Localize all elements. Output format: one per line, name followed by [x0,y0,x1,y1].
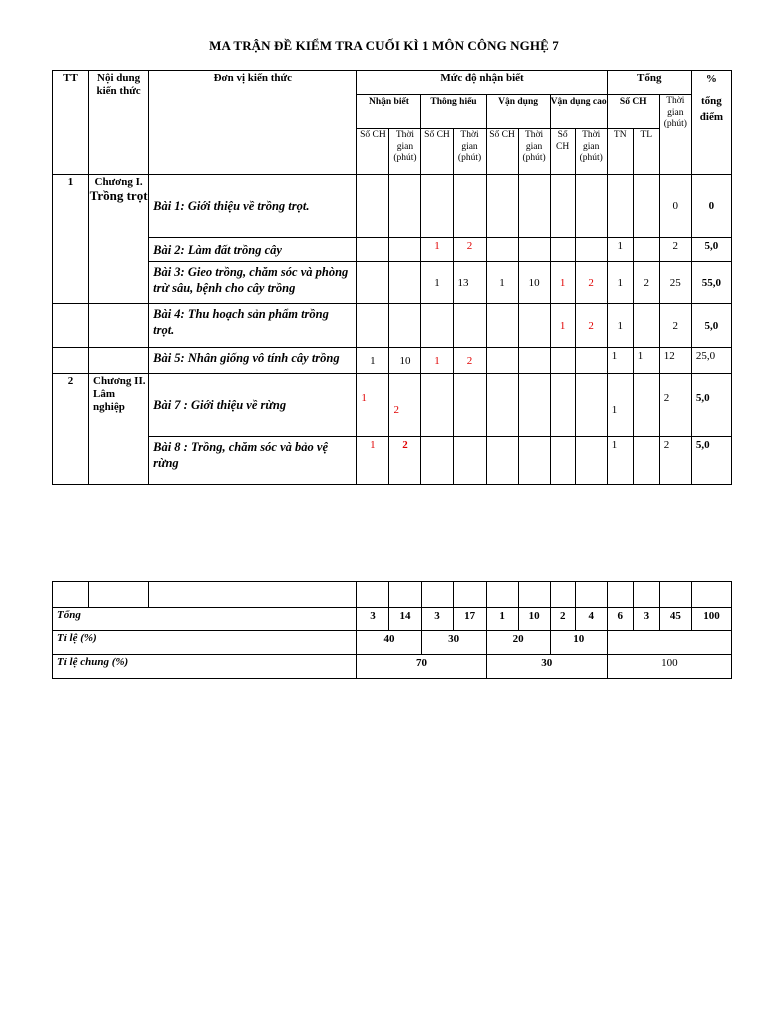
header-level-van-dung-cao: Vận dụng cao [550,95,607,129]
lesson-3-vdc-tg: 2 [575,262,607,304]
table-row [53,238,732,262]
lesson-1-name: Bài 1: Giới thiệu về trồng trọt. [149,175,357,238]
lesson-7-name: Bài 7 : Giới thiệu về rừng [149,374,357,437]
lesson-4-vdc-tg: 2 [575,304,607,348]
summary-ti-le-chung-value: 100 [607,655,731,679]
chapter-1-name-line2: Trồng trọt [89,188,148,203]
lesson-8-nb-ch: 1 [357,437,389,485]
summary-tong-value: 3 [421,608,453,631]
lesson-7-tn: 1 [607,374,633,437]
chapter-1-name [89,175,149,304]
lesson-5-th-tg: 2 [453,348,486,374]
chapter-1-tt: 1 [53,175,89,304]
lesson-3-th-tg: 13 [453,262,486,304]
header-vd-so-ch: Số CH [486,129,518,175]
header-muc-do: Mức độ nhận biết [357,71,607,95]
lesson-5-tn: 1 [607,348,633,374]
summary-tong-value: 14 [389,608,421,631]
header-tong: Tổng [607,71,691,95]
lesson-8-pct: 5,0 [691,437,731,485]
summary-ti-le-label: Tỉ lệ (%) [53,631,357,655]
table-row [53,374,732,437]
header-tn: TN [607,129,633,175]
summary-table [52,581,732,679]
summary-ti-le-chung-label: Tỉ lệ chung (%) [53,655,357,679]
lesson-2-tn: 1 [607,238,633,262]
lesson-7-pct: 5,0 [691,374,731,437]
lesson-1-tg-total: 0 [659,175,691,238]
lesson-7-nb-ch: 1 [357,374,389,437]
header-tl: TL [633,129,659,175]
summary-tong-value: 4 [575,608,607,631]
header-vdc-so-ch: Số CH [550,129,575,175]
lesson-5-th-ch: 1 [421,348,453,374]
header-level-van-dung: Vận dụng [486,95,550,129]
summary-ti-le-chung-value: 70 [357,655,486,679]
summary-tong-value: 100 [691,608,731,631]
lesson-3-vd-tg: 10 [518,262,550,304]
summary-tong-value: 1 [486,608,518,631]
lesson-5-nb-tg: 10 [389,348,421,374]
lesson-3-vdc-ch: 1 [550,262,575,304]
lesson-8-nb-tg: 2 [389,437,421,485]
summary-ti-le-value: 20 [486,631,550,655]
header-vd-thoi-gian: Thời gian (phút) [518,129,550,175]
summary-ti-le-value: 30 [421,631,486,655]
header-don-vi: Đơn vị kiến thức [149,71,357,175]
header-nb-so-ch: Số CH [357,129,389,175]
header-th-thoi-gian: Thời gian (phút) [453,129,486,175]
chapter-1-name-line1: Chương I. [94,176,143,188]
table-row [53,348,732,374]
lesson-2-name: Bài 2: Làm đất trồng cây [149,238,357,262]
lesson-3-pct: 55,0 [691,262,731,304]
header-level-thong-hieu: Thông hiểu [421,95,486,129]
header-noi-dung: Nội dung kiến thức [89,71,149,175]
summary-tong-value: 10 [518,608,550,631]
lesson-5-pct: 25,0 [691,348,731,374]
lesson-7-tg-total: 2 [659,374,691,437]
lesson-3-vd-ch: 1 [486,262,518,304]
summary-tong-value: 17 [453,608,486,631]
lesson-2-th-ch: 1 [421,238,453,262]
lesson-8-name: Bài 8 : Trồng, chăm sóc và bảo vệ rừng [149,437,357,485]
header-pct [691,71,731,175]
header-tt: TT [53,71,89,175]
page-title: MA TRẬN ĐỀ KIỂM TRA CUỐI KÌ 1 MÔN CÔNG NGHỆ 7 [209,38,559,53]
table-row [53,262,732,304]
lesson-5-nb-ch: 1 [357,348,389,374]
lesson-8-tn: 1 [607,437,633,485]
lesson-4-tg-total: 2 [659,304,691,348]
header-nb-thoi-gian: Thời gian (phút) [389,129,421,175]
lesson-3-tg-total: 25 [659,262,691,304]
lesson-5-tl: 1 [633,348,659,374]
summary-tong-value: 45 [659,608,691,631]
summary-row-tong [53,608,732,631]
summary-tong-value: 6 [607,608,633,631]
lesson-2-pct: 5,0 [691,238,731,262]
header-pct-symbol: % [705,73,717,85]
lesson-4-vdc-ch: 1 [550,304,575,348]
table-row [53,175,732,238]
table-row [53,304,732,348]
lesson-1-pct: 0 [691,175,731,238]
lesson-4-tn: 1 [607,304,633,348]
chapter-2-name: Chương II. Lâm nghiệp [89,374,149,485]
header-tong-so-ch: Số CH [607,95,659,129]
lesson-7-nb-tg: 2 [389,374,421,437]
header-vdc-thoi-gian: Thời gian (phút) [575,129,607,175]
summary-row-ti-le [53,631,732,655]
lesson-4-pct: 5,0 [691,304,731,348]
table-row [53,437,732,485]
lesson-3-th-ch: 1 [421,262,453,304]
header-th-so-ch: Số CH [421,129,453,175]
header-pct-label: tổng điểm [699,95,724,123]
summary-ti-le-value: 40 [357,631,421,655]
summary-tong-value: 3 [357,608,389,631]
summary-ti-le-value: 10 [550,631,607,655]
summary-row-ti-le-chung [53,655,732,679]
lesson-3-name: Bài 3: Gieo trồng, chăm sóc và phòng trừ sâu, bệnh cho cây trồng [149,262,357,304]
lesson-5-tg-total: 12 [659,348,691,374]
lesson-3-tl: 2 [633,262,659,304]
table-row [53,582,732,608]
header-level-nhan-biet: Nhận biết [357,95,421,129]
matrix-table [52,70,732,485]
summary-ti-le-chung-value: 30 [486,655,607,679]
lesson-2-tg-total: 2 [659,238,691,262]
lesson-2-th-tg: 2 [453,238,486,262]
lesson-5-name: Bài 5: Nhân giống vô tính cây trồng [149,348,357,374]
header-tong-thoi-gian: Thời gian (phút) [659,95,691,175]
lesson-3-tn: 1 [607,262,633,304]
chapter-2-tt: 2 [53,374,89,485]
lesson-4-name: Bài 4: Thu hoạch sản phẩm trồng trọt. [149,304,357,348]
lesson-8-tg-total: 2 [659,437,691,485]
summary-tong-value: 2 [550,608,575,631]
summary-tong-label: Tổng [53,608,357,631]
summary-tong-value: 3 [633,608,659,631]
